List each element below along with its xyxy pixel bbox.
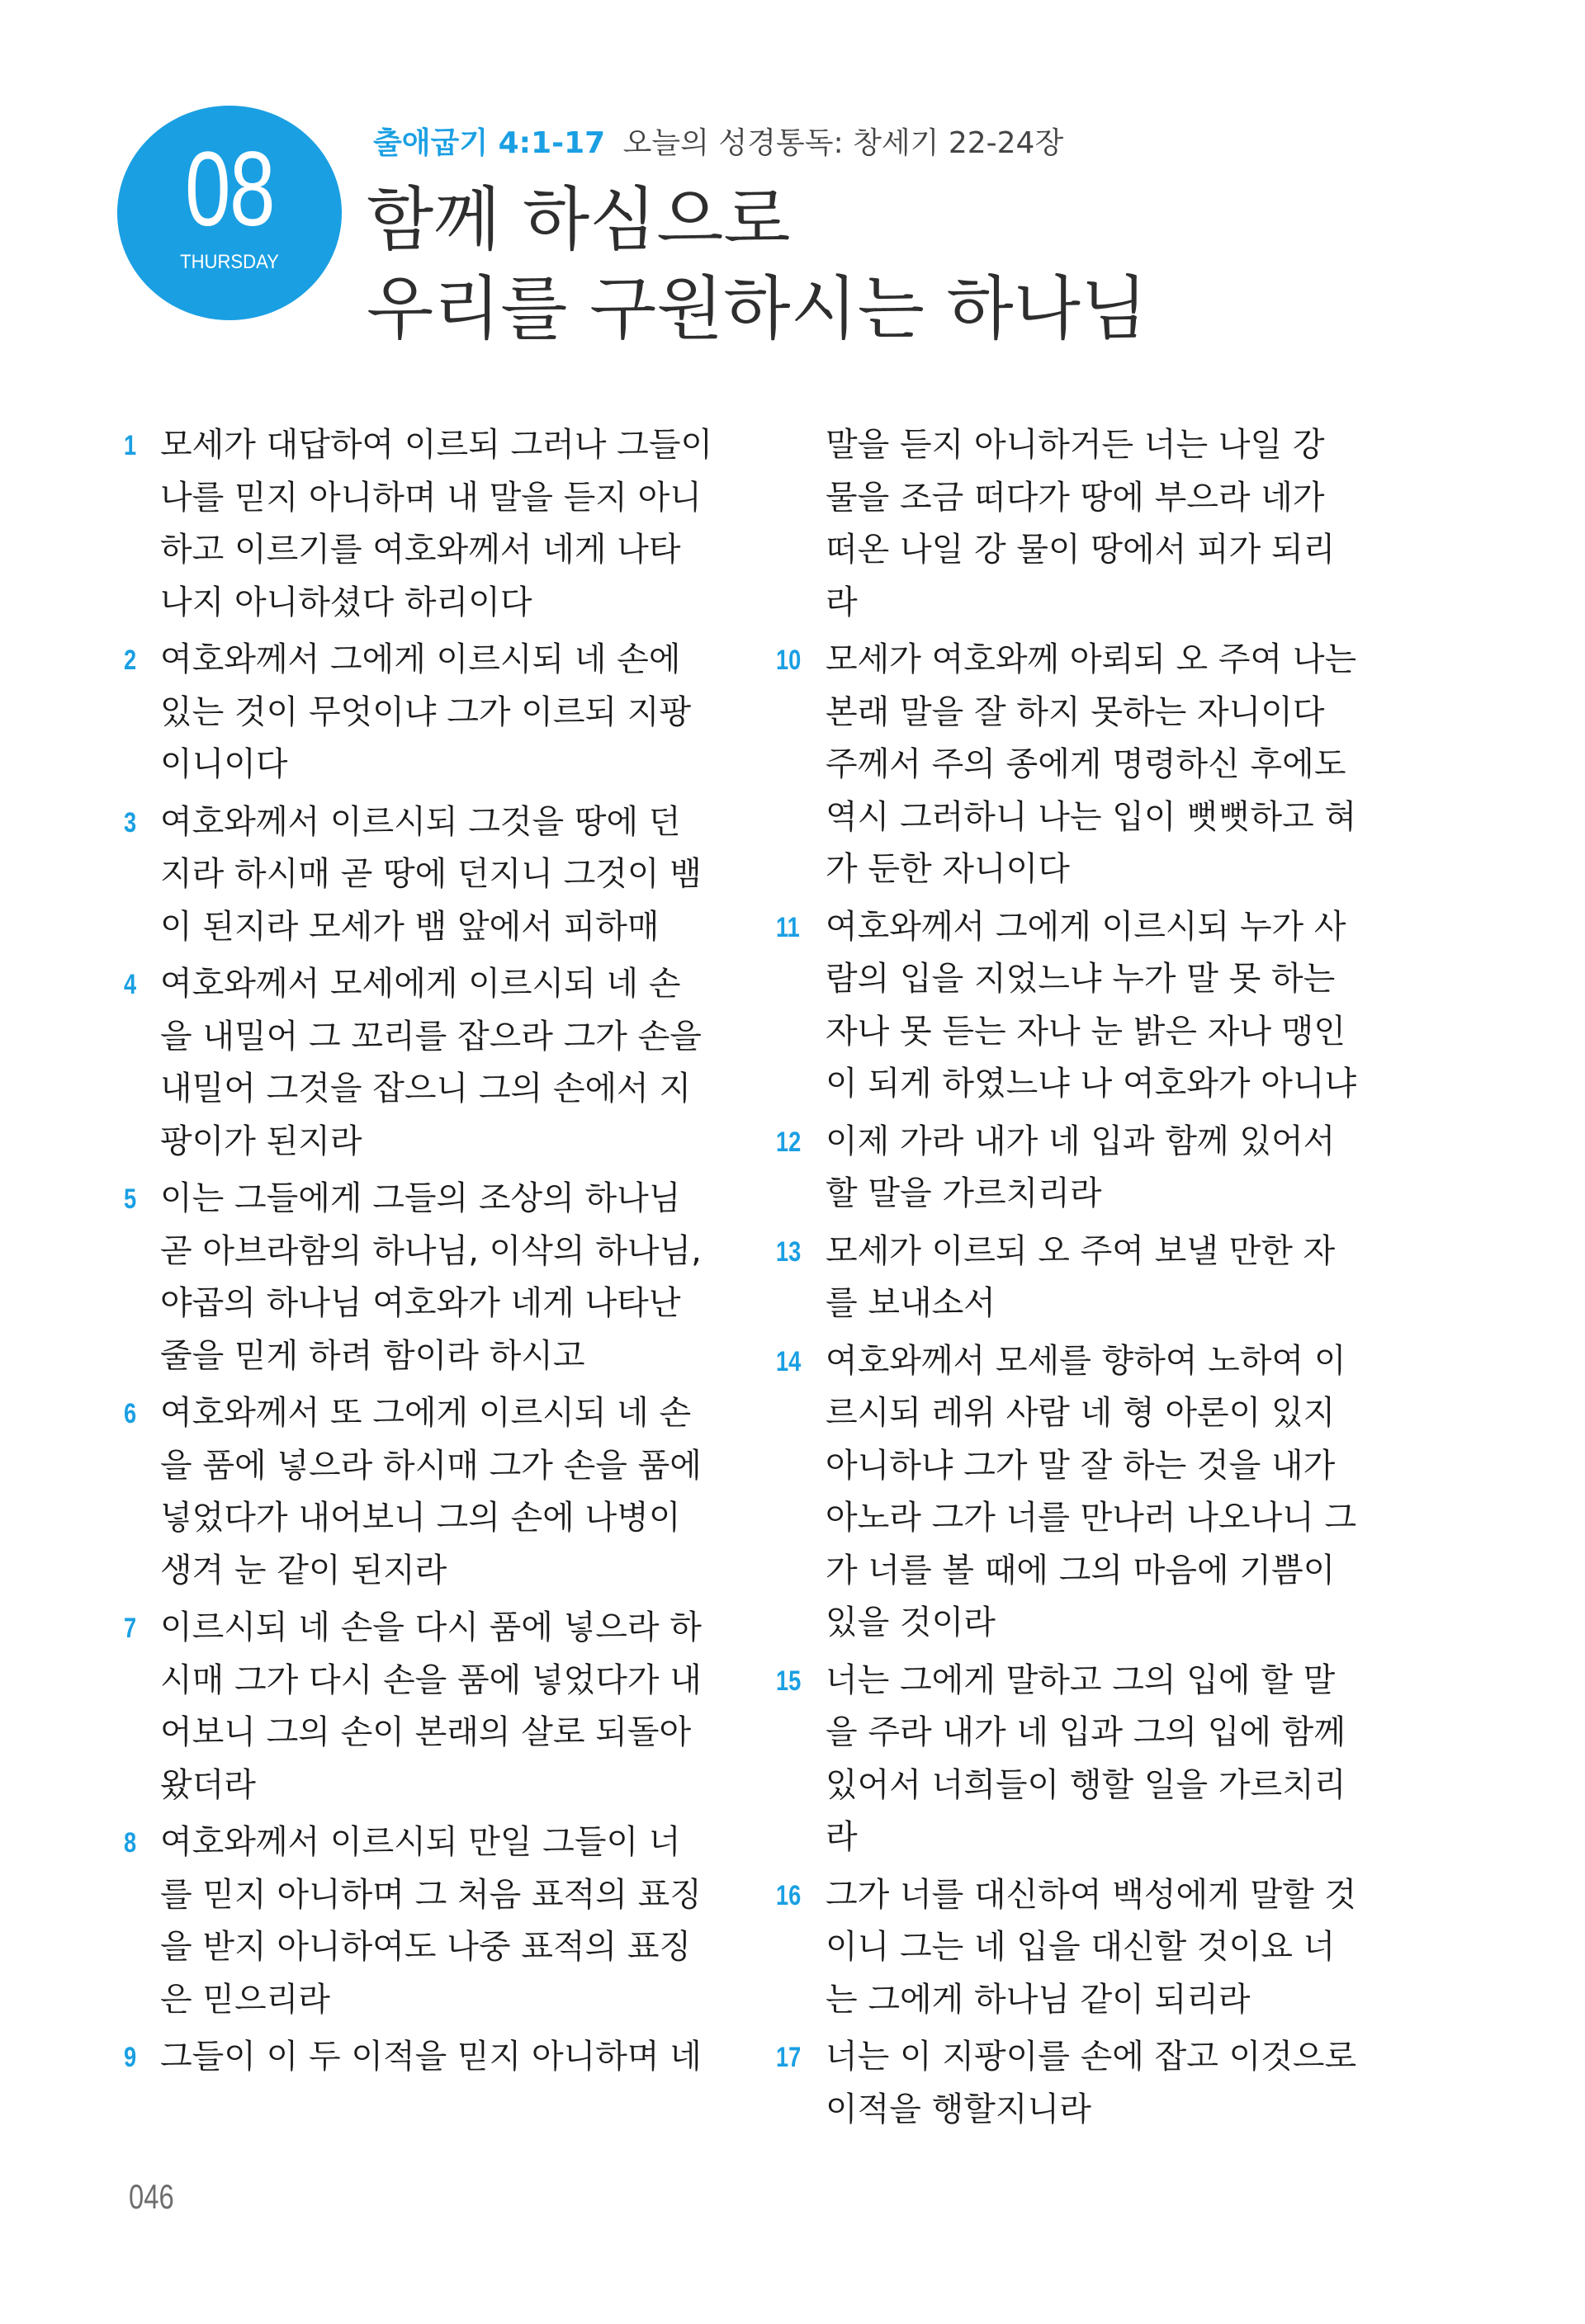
verse-line: 곧 아브라함의 하나님, 이삭의 하나님, bbox=[160, 1231, 702, 1270]
verse-line: 야곱의 하나님 여호와가 네게 나타난 bbox=[160, 1284, 681, 1322]
scripture-reference-line bbox=[373, 122, 1063, 165]
daily-reading-note: 오늘의 성경통독: 창세기 22-24장 bbox=[622, 126, 1064, 160]
verse-line: 지라 하시매 곧 땅에 던지니 그것이 뱀 bbox=[160, 855, 702, 893]
verse-line: 는 그에게 하나님 같이 되리라 bbox=[826, 1980, 1251, 2019]
verse-line: 주께서 주의 종에게 명령하신 후에도 bbox=[826, 745, 1346, 783]
verse-line: 하고 이르기를 여호와께서 네게 나타 bbox=[160, 531, 681, 569]
verse-line: 여호와께서 또 그에게 이르시되 네 손 bbox=[160, 1394, 692, 1432]
verse bbox=[776, 1869, 1403, 2027]
verse-line: 너는 그에게 말하고 그의 입에 할 말 bbox=[826, 1660, 1336, 1699]
verse-line: 을 주라 내가 네 입과 그의 입에 함께 bbox=[826, 1713, 1346, 1751]
verse-number: 6 bbox=[124, 1398, 137, 1429]
verse bbox=[776, 901, 1403, 1111]
verse-line: 그들이 이 두 이적을 믿지 아니하며 네 bbox=[160, 2038, 702, 2076]
verse-line: 라 bbox=[826, 1818, 858, 1856]
verse-line: 있을 것이라 bbox=[826, 1604, 996, 1641]
verse-line: 내밀어 그것을 잡으니 그의 손에서 지 bbox=[160, 1070, 692, 1108]
verse-number: 8 bbox=[124, 1827, 137, 1859]
verse-line: 를 믿지 아니하며 그 처음 표적의 표징 bbox=[160, 1875, 702, 1914]
verse-text bbox=[826, 1226, 1403, 1330]
page-number: 046 bbox=[129, 2177, 174, 2216]
verse-text bbox=[826, 1869, 1403, 2027]
verse-line: 이르시되 네 손을 다시 품에 넣으라 하 bbox=[160, 1608, 702, 1646]
verse bbox=[124, 796, 751, 954]
verse-line: 있어서 너희들이 행할 일을 가르치리 bbox=[826, 1765, 1346, 1804]
verse bbox=[124, 419, 751, 629]
verse-text bbox=[160, 2031, 751, 2084]
verse-number: 7 bbox=[124, 1613, 137, 1644]
day-number: 08 bbox=[185, 130, 274, 248]
verse bbox=[124, 1173, 751, 1382]
verse-line: 나를 믿지 아니하며 내 말을 듣지 아니 bbox=[160, 478, 702, 517]
verse bbox=[124, 1816, 751, 2026]
verse bbox=[776, 2031, 1403, 2136]
verse-line: 있는 것이 무엇이냐 그가 이르되 지팡 bbox=[160, 692, 692, 731]
verse-line: 가 너를 볼 때에 그의 마음에 기쁨이 bbox=[826, 1551, 1336, 1589]
verse bbox=[776, 634, 1403, 896]
verse bbox=[776, 1116, 1403, 1221]
verse-text bbox=[826, 901, 1403, 1111]
verse-line: 은 믿으리라 bbox=[160, 1980, 330, 2019]
verse-number: 5 bbox=[124, 1183, 137, 1215]
verse-text bbox=[160, 419, 751, 629]
verse-line: 모세가 이르되 오 주여 보낼 만한 자 bbox=[826, 1231, 1336, 1270]
verse-number: 17 bbox=[776, 2042, 802, 2073]
verse-line: 을 내밀어 그 꼬리를 잡으라 그가 손을 bbox=[160, 1017, 702, 1056]
verse-text bbox=[826, 419, 1403, 629]
right-text-column bbox=[776, 419, 1403, 2141]
verse bbox=[776, 1655, 1403, 1864]
verse bbox=[124, 2031, 751, 2084]
verse-text bbox=[826, 2031, 1403, 2136]
verse-line: 아니하냐 그가 말 잘 하는 것을 내가 bbox=[826, 1446, 1336, 1485]
verse-line: 자나 못 듣는 자나 눈 밝은 자나 맹인 bbox=[826, 1012, 1346, 1051]
verse-line: 을 품에 넣으라 하시매 그가 손을 품에 bbox=[160, 1446, 702, 1485]
verse-line: 이 되게 하였느냐 나 여호와가 아니냐 bbox=[826, 1065, 1357, 1103]
title-line-1: 함께 하심으로 bbox=[367, 179, 791, 260]
verse bbox=[124, 1602, 751, 1811]
passage-reference: 출애굽기 4:1-17 bbox=[373, 126, 606, 160]
verse-line: 말을 듣지 아니하거든 너는 나일 강 bbox=[826, 426, 1325, 464]
verse-number: 4 bbox=[124, 969, 137, 1000]
verse-text bbox=[160, 634, 751, 791]
verse bbox=[776, 419, 1403, 629]
verse-line: 이 된지라 모세가 뱀 앞에서 피하매 bbox=[160, 907, 660, 946]
verse bbox=[776, 1335, 1403, 1650]
verse-line: 이는 그들에게 그들의 조상의 하나님 bbox=[160, 1179, 681, 1217]
day-badge bbox=[117, 106, 342, 320]
verse bbox=[124, 634, 751, 791]
verse-line: 여호와께서 그에게 이르시되 누가 사 bbox=[826, 907, 1346, 946]
verse-line: 나지 아니하셨다 하리이다 bbox=[160, 583, 532, 621]
verse-line: 여호와께서 이르시되 만일 그들이 너 bbox=[160, 1823, 681, 1861]
verse-number: 11 bbox=[776, 911, 800, 943]
verse-line: 여호와께서 이르시되 그것을 땅에 던 bbox=[160, 802, 681, 841]
verse-line: 할 말을 가르치리라 bbox=[826, 1174, 1102, 1212]
verse-number: 14 bbox=[776, 1345, 802, 1377]
verse-line: 모세가 여호와께 아뢰되 오 주여 나는 bbox=[826, 640, 1357, 678]
verse-number: 16 bbox=[776, 1879, 802, 1911]
verse-text bbox=[160, 1602, 751, 1811]
verse-number: 2 bbox=[124, 645, 137, 676]
verse bbox=[124, 1387, 751, 1597]
verse-line: 생겨 눈 같이 된지라 bbox=[160, 1551, 447, 1589]
verse-text bbox=[160, 1816, 751, 2026]
verse-text bbox=[826, 1116, 1403, 1221]
verse-line: 어보니 그의 손이 본래의 살로 되돌아 bbox=[160, 1713, 692, 1751]
verse-line: 시매 그가 다시 손을 품에 넣었다가 내 bbox=[160, 1660, 702, 1699]
verse-text bbox=[826, 1655, 1403, 1864]
verse-line: 이니 그는 네 입을 대신할 것이요 너 bbox=[826, 1928, 1336, 1966]
verse-line: 모세가 대답하여 이르되 그러나 그들이 bbox=[160, 426, 713, 464]
verse-text bbox=[826, 1335, 1403, 1650]
verse-line: 본래 말을 잘 하지 못하는 자니이다 bbox=[826, 692, 1325, 731]
verse-line: 줄을 믿게 하려 함이라 하시고 bbox=[160, 1336, 585, 1375]
verse-number: 3 bbox=[124, 806, 137, 838]
verse-number: 10 bbox=[776, 645, 802, 676]
verse-line: 을 받지 아니하여도 나중 표적의 표징 bbox=[160, 1928, 692, 1966]
verse-number: 12 bbox=[776, 1126, 802, 1158]
verse-line: 라 bbox=[826, 583, 858, 621]
verse-line: 이제 가라 내가 네 입과 함께 있어서 bbox=[826, 1122, 1336, 1160]
verse-line: 이적을 행할지니라 bbox=[826, 2090, 1091, 2128]
verse-line: 떠온 나일 강 물이 땅에서 피가 되리 bbox=[826, 531, 1336, 569]
verse-text bbox=[826, 634, 1403, 896]
verse-line: 그가 너를 대신하여 백성에게 말할 것 bbox=[826, 1875, 1357, 1914]
verse-line: 르시되 레위 사람 네 형 아론이 있지 bbox=[826, 1394, 1336, 1432]
verse-number: 13 bbox=[776, 1235, 802, 1268]
verse-line: 를 보내소서 bbox=[826, 1284, 996, 1322]
verse-line: 물을 조금 떠다가 땅에 부으라 네가 bbox=[826, 478, 1325, 517]
verse-number: 15 bbox=[776, 1665, 802, 1697]
verse-line: 람의 입을 지었느냐 누가 말 못 하는 bbox=[826, 960, 1336, 998]
verse-text bbox=[160, 1387, 751, 1597]
verse-text bbox=[160, 796, 751, 954]
verse-line: 여호와께서 그에게 이르시되 네 손에 bbox=[160, 640, 681, 678]
title-line-2: 우리를 구원하시는 하나님 bbox=[367, 268, 1147, 349]
page-title bbox=[367, 175, 1147, 353]
verse-line: 아노라 그가 너를 만나러 나오나니 그 bbox=[826, 1499, 1357, 1537]
verse-number: 1 bbox=[124, 430, 137, 461]
verse-line: 역시 그러하니 나는 입이 뻣뻣하고 혀 bbox=[826, 797, 1357, 836]
verse bbox=[776, 1226, 1403, 1330]
verse-line: 넣었다가 내어보니 그의 손에 나병이 bbox=[160, 1499, 681, 1537]
verse-line: 왔더라 bbox=[160, 1765, 256, 1804]
verse-text bbox=[160, 958, 751, 1168]
verse-line: 이니이다 bbox=[160, 745, 288, 783]
day-name: THURSDAY bbox=[180, 251, 279, 273]
left-text-column bbox=[124, 419, 751, 2089]
verse-number: 9 bbox=[124, 2042, 137, 2073]
verse-line: 팡이가 된지라 bbox=[160, 1122, 362, 1160]
verse-line: 여호와께서 모세를 향하여 노하여 이 bbox=[826, 1341, 1346, 1380]
verse bbox=[124, 958, 751, 1168]
verse-line: 여호와께서 모세에게 이르시되 네 손 bbox=[160, 965, 681, 1003]
verse-text bbox=[160, 1173, 751, 1382]
verse-line: 너는 이 지팡이를 손에 잡고 이것으로 bbox=[826, 2038, 1357, 2076]
verse-line: 가 둔한 자니이다 bbox=[826, 850, 1070, 888]
